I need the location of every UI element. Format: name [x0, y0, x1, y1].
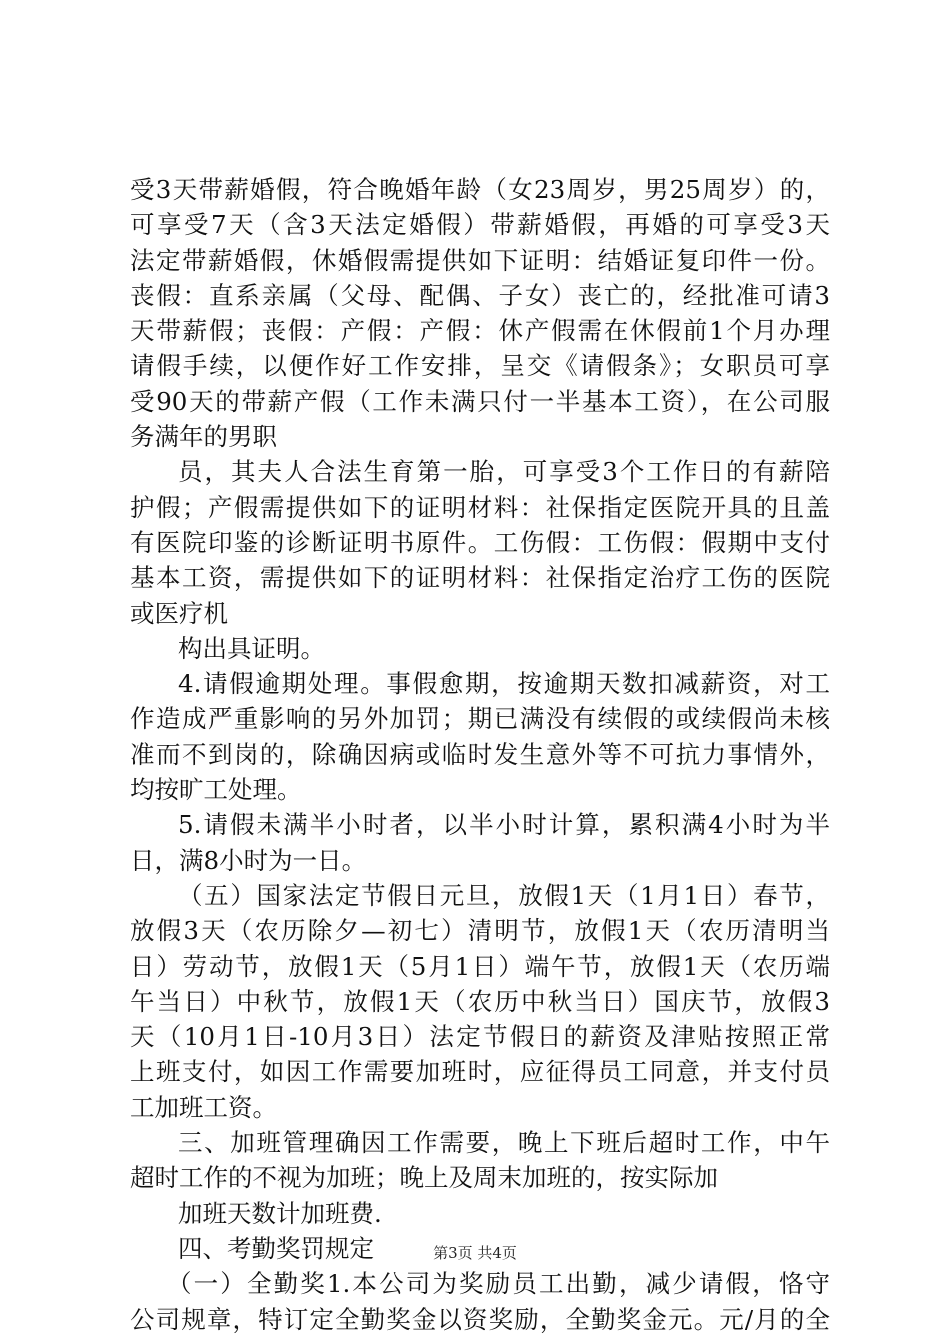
text-line: 5.请假未满半小时者，以半小时计算，累积满4小时为半	[178, 810, 830, 840]
text-line: （一）全勤奖1.本公司为奖励员工出勤，减少请假，恪守	[167, 1269, 830, 1299]
text-line: 基本工资，需提供如下的证明材料：社保指定治疗工伤的医院	[130, 563, 830, 593]
text-line: 上班支付，如因工作需要加班时，应征得员工同意，并支付员	[130, 1057, 830, 1087]
text-line: 四、考勤奖罚规定	[178, 1233, 374, 1263]
text-line: 受90天的带薪产假（工作未满只付一半基本工资），在公司服	[130, 386, 830, 416]
text-line: 护假；产假需提供如下的证明材料：社保指定医院开具的且盖	[130, 492, 830, 522]
text-line: 均按旷工处理。	[130, 775, 302, 805]
text-line: 可享受7天（含3天法定婚假）带薪婚假，再婚的可享受3天	[130, 210, 830, 240]
text-line: 请假手续，以便作好工作安排，呈交《请假条》；女职员可享	[130, 351, 830, 381]
text-line: 公司规章，特订定全勤奖金以资奖励，全勤奖金元。元/月的全	[130, 1304, 830, 1334]
text-line: 4.请假逾期处理。事假愈期，按逾期天数扣减薪资，对工	[178, 669, 830, 699]
text-line: 日）劳动节，放假1天（5月1日）端午节，放假1天（农历端	[130, 951, 830, 981]
text-line: 务满年的男职	[130, 422, 277, 452]
text-line: 作造成严重影响的另外加罚；期已满没有续假的或续假尚未核	[130, 704, 830, 734]
text-line: 天带薪假；丧假：产假：产假：休产假需在休假前1个月办理	[130, 316, 830, 346]
page-footer: 第3页 共4页	[433, 1244, 517, 1262]
text-line: 法定带薪婚假，休婚假需提供如下证明：结婚证复印件一份。	[130, 245, 830, 275]
text-line: 加班天数计加班费.	[178, 1198, 382, 1228]
text-line: （五）国家法定节假日元旦，放假1天（1月1日）春节，	[178, 880, 830, 910]
text-line: 员，其夫人合法生育第一胎，可享受3个工作日的有薪陪	[178, 457, 830, 487]
text-line: 构出具证明。	[178, 633, 325, 663]
text-line: 准而不到岗的，除确因病或临时发生意外等不可抗力事情外，	[130, 739, 830, 769]
document-body	[130, 172, 830, 1337]
text-line: 天（10月1日-10月3日）法定节假日的薪资及津贴按照正常	[130, 1022, 830, 1052]
text-line: 放假3天（农历除夕—初七）清明节，放假1天（农历清明当	[130, 916, 830, 946]
text-line: 日，满8小时为一日。	[130, 845, 367, 875]
text-line: 丧假：直系亲属（父母、配偶、子女）丧亡的，经批准可请3	[130, 280, 830, 310]
text-line: 三、加班管理确因工作需要，晚上下班后超时工作，中午	[178, 1128, 830, 1158]
text-line: 午当日）中秋节，放假1天（农历中秋当日）国庆节，放假3	[130, 986, 830, 1016]
text-line: 或医疗机	[130, 598, 228, 628]
text-line: 工加班工资。	[130, 1092, 277, 1122]
text-line: 有医院印鉴的诊断证明书原件。工伤假：工伤假：假期中支付	[130, 527, 830, 557]
text-line: 受3天带薪婚假，符合晚婚年龄（女23周岁，男25周岁）的，	[130, 175, 830, 204]
text-line: 超时工作的不视为加班；晚上及周末加班的，按实际加	[130, 1163, 718, 1193]
